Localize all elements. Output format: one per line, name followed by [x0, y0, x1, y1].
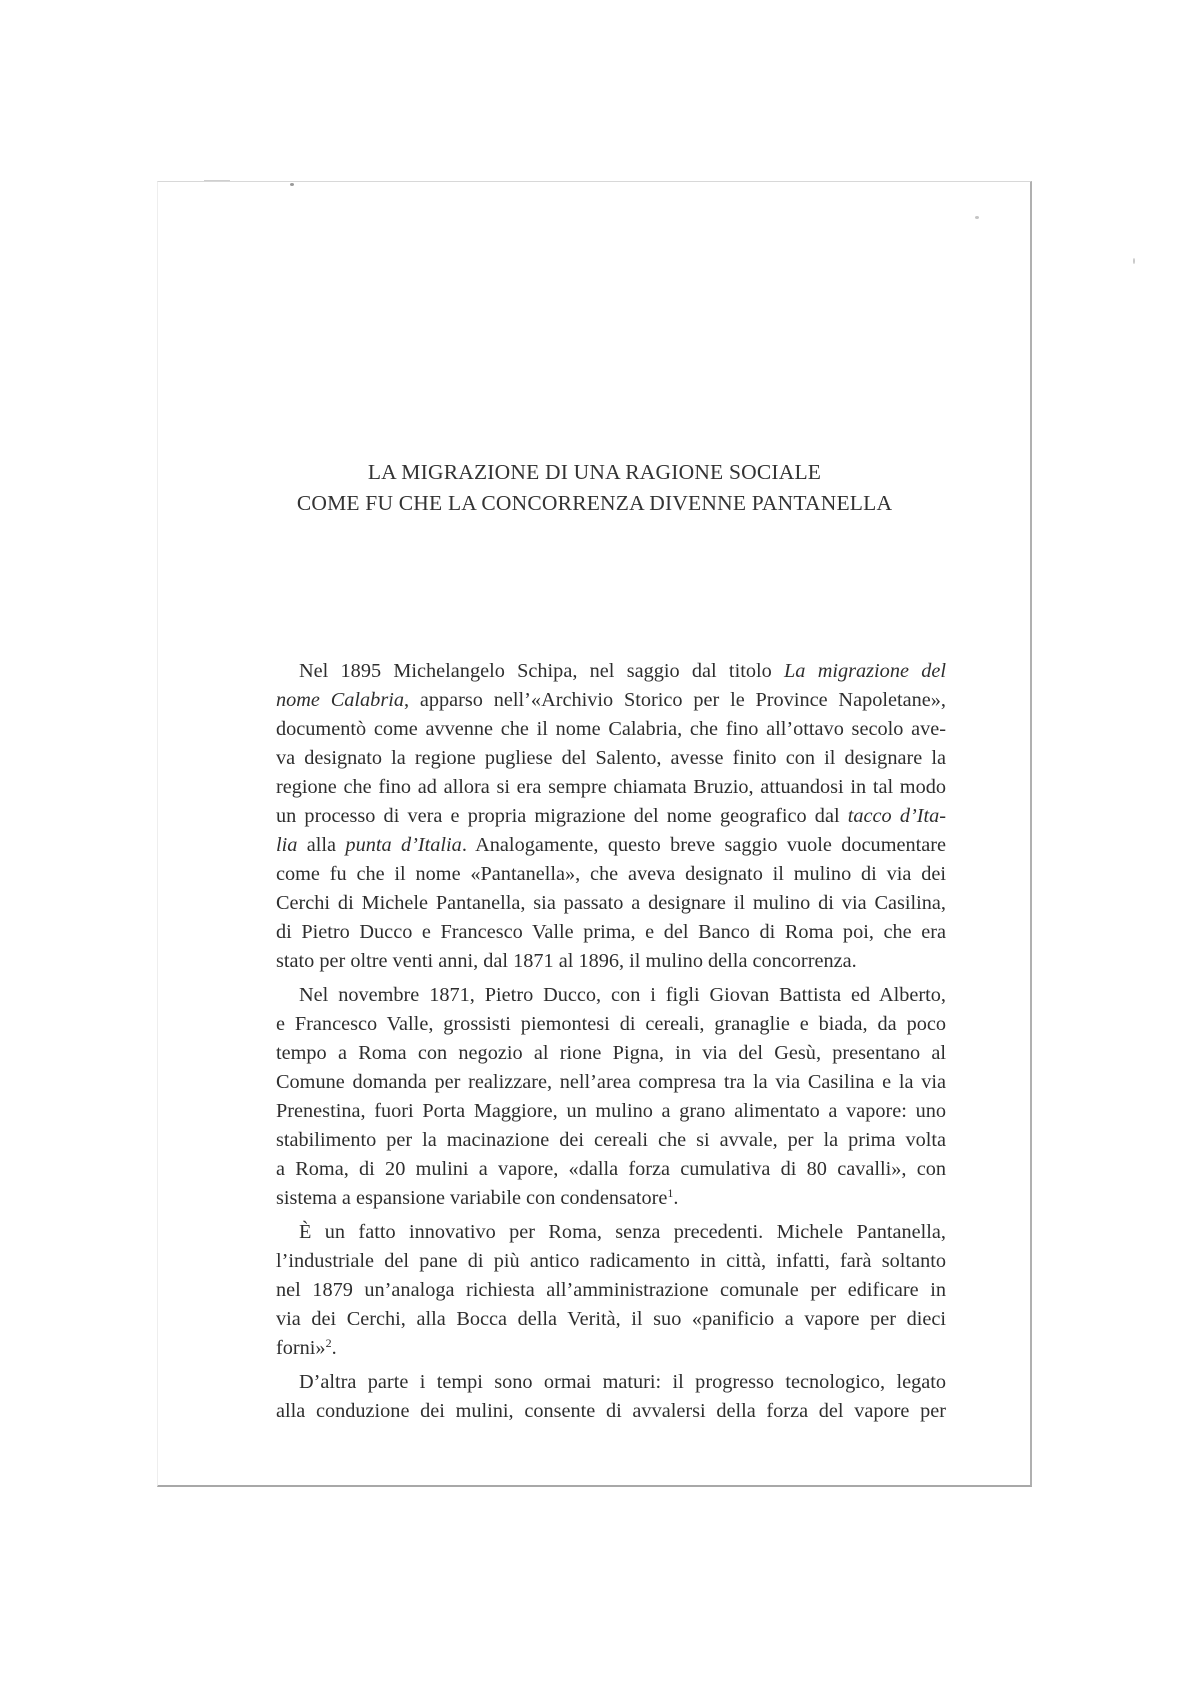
text-line: D’altra parte i tempi sono ormai maturi: il progresso tecnologico, legato	[299, 1371, 946, 1393]
footnote-marker: 2	[325, 1336, 332, 1350]
text-line: stato per oltre venti anni, dal 1871 al 1896, il mulino della concorrenza.	[276, 950, 857, 972]
title-line-2: COME FU CHE LA CONCORRENZA DIVENNE PANTANELLA	[296, 491, 893, 515]
article-body	[276, 657, 946, 1426]
text-line: come fu che il nome «Pantanella», che aveva designato il mulino di via dei	[276, 863, 946, 885]
scan-speck	[204, 180, 230, 181]
text-line: tempo a Roma con negozio al rione Pigna, in via del Gesù, presentano al	[276, 1042, 946, 1064]
paragraph-3	[276, 1218, 946, 1363]
scan-speck	[290, 183, 294, 186]
paragraph-2	[276, 981, 946, 1213]
text-line: lia alla punta d’Italia. Analogamente, questo breve saggio vuole documentare	[276, 834, 947, 856]
text-line: via dei Cerchi, alla Bocca della Verità, il suo «panificio a vapore per dieci	[276, 1308, 946, 1330]
text-line: regione che fino ad allora si era sempre chiamata Bruzio, attuandosi in tal modo	[276, 776, 946, 798]
paragraph-1	[276, 657, 946, 976]
article-title	[157, 457, 1032, 519]
text-line: nel 1879 un’analoga richiesta all’amministrazione comunale per edificare in	[276, 1279, 946, 1301]
text-line: stabilimento per la macinazione dei cereali che si avvale, per la prima volta	[276, 1129, 946, 1151]
text-line: a Roma, di 20 mulini a vapore, «dalla forza cumulativa di 80 cavalli», con	[276, 1158, 946, 1180]
text-line: e Francesco Valle, grossisti piemontesi di cereali, granaglie e biada, da poco	[276, 1013, 946, 1035]
text-line: Prenestina, fuori Porta Maggiore, un mulino a grano alimentato a vapore: uno	[276, 1100, 946, 1122]
text-line: va designato la regione pugliese del Salento, avesse finito con il designare la	[276, 747, 946, 769]
text-line: Nel 1895 Michelangelo Schipa, nel saggio dal titolo La migrazione del	[299, 660, 946, 682]
text-line: forni»$^2$.	[276, 1336, 337, 1359]
text-line: l’industriale del pane di più antico radicamento in città, infatti, farà soltanto	[276, 1250, 946, 1272]
text-line: un processo di vera e propria migrazione del nome geografico dal tacco d’Ita-	[276, 805, 947, 827]
footnote-marker: 1	[667, 1186, 674, 1200]
text-line: È un fatto innovativo per Roma, senza precedenti. Michele Pantanella,	[299, 1221, 946, 1243]
text-line: sistema a espansione variabile con condensatore$^1$.	[276, 1186, 679, 1209]
text-line: alla conduzione dei mulini, consente di avvalersi della forza del vapore per	[276, 1400, 946, 1422]
text-line: Nel novembre 1871, Pietro Ducco, con i figli Giovan Battista ed Alberto,	[299, 984, 946, 1006]
scan-speck	[1133, 258, 1135, 264]
title-line-1: LA MIGRAZIONE DI UNA RAGIONE SOCIALE	[367, 460, 822, 484]
paragraph-4	[276, 1368, 946, 1426]
text-line: documentò come avvenne che il nome Calabria, che fino all’ottavo secolo ave-	[276, 718, 946, 740]
text-line: di Pietro Ducco e Francesco Valle prima, e del Banco di Roma poi, che era	[276, 921, 946, 943]
text-line: Comune domanda per realizzare, nell’area compresa tra la via Casilina e la via	[276, 1071, 946, 1093]
text-line: Cerchi di Michele Pantanella, sia passato a designare il mulino di via Casilina,	[276, 892, 946, 914]
scan-speck	[975, 216, 979, 219]
text-line: nome Calabria, apparso nell’«Archivio Storico per le Province Napoletane»,	[276, 689, 946, 711]
